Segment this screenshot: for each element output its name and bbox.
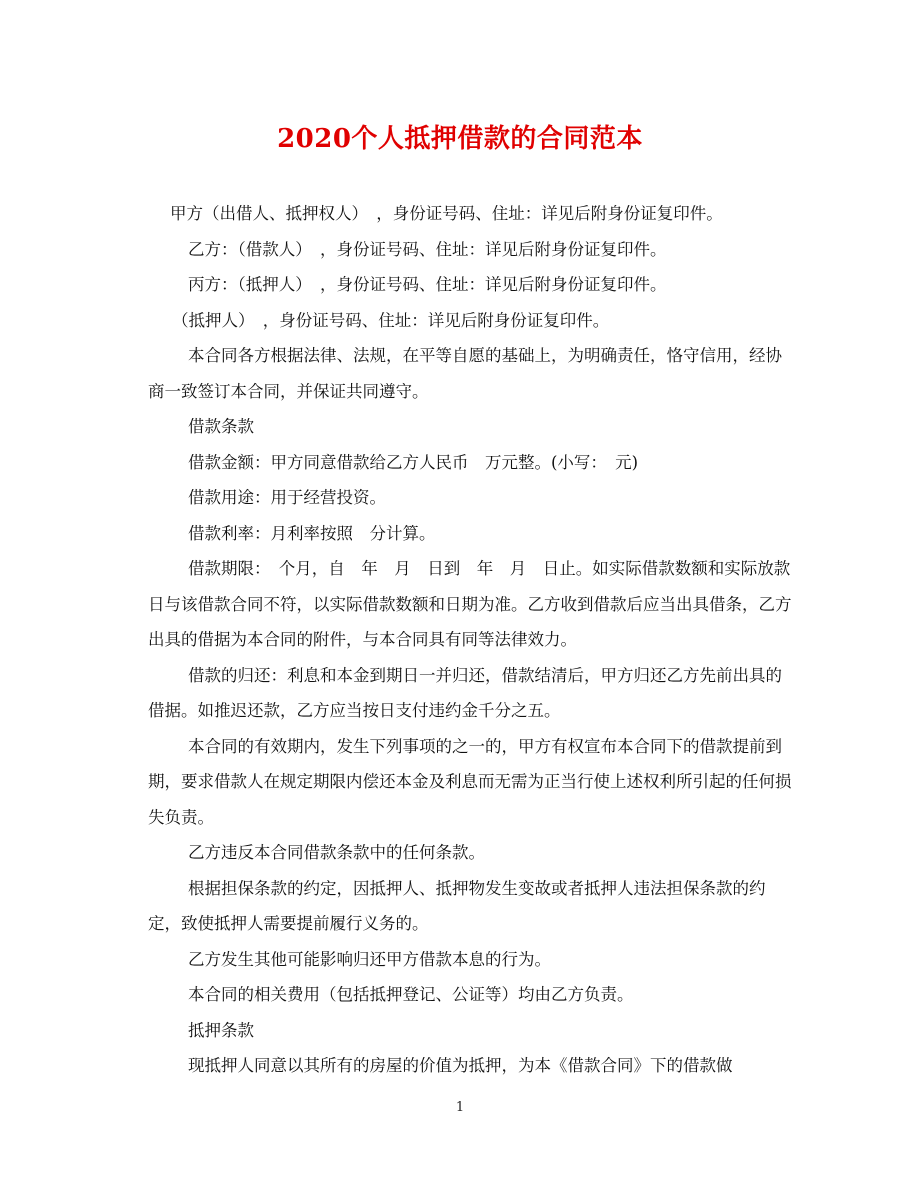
paragraph-acceleration: 本合同的有效期内，发生下列事项的之一的，甲方有权宣布本合同下的借款提前到期，要求借款人在规定期限内偿还本金及利息而无需为正当行使上述权利所引起的任何损失负责。 [148, 736, 792, 827]
paragraph-preamble: 本合同各方根据法律、法规，在平等自愿的基础上，为明确责任，恪守信用，经协商一致签订本合同，并保证共同遵守。 [148, 346, 782, 401]
paragraph-guarantee: 根据担保条款的约定，因抵押人、抵押物发生变故或者抵押人违法担保条款的约定，致使抵押人需要提前履行义务的。 [148, 878, 766, 933]
paragraph-costs: 本合同的相关费用（包括抵押登记、公证等）均由乙方负责。 [188, 985, 634, 1004]
section-heading-loan-terms: 借款条款 [188, 417, 254, 436]
paragraph-other-conduct: 乙方发生其他可能影响归还甲方借款本息的行为。 [188, 949, 551, 969]
paragraph-repayment: 借款的归还：利息和本金到期日一并归还，借款结清后，甲方归还乙方先前出具的借据。如推迟还款，乙方应当按日支付违约金千分之五。 [148, 665, 782, 720]
page-number: 1 [455, 1100, 465, 1115]
paragraph-party-a: 甲方（出借人、抵押权人） ，身份证号码、住址：详见后附身份证复印件。 [170, 204, 723, 223]
paragraph-party-b: 乙方：（借款人） ，身份证号码、住址：详见后附身份证复印件。 [188, 239, 667, 259]
paragraph-mortgagor: （抵押人） ，身份证号码、住址：详见后附身份证复印件。 [172, 310, 610, 330]
paragraph-loan-amount: 借款金额：甲方同意借款给乙方人民币 万元整。(小写： 元) [188, 452, 639, 472]
paragraph-loan-period: 借款期限： 个月，自 年 月 日到 年 月 日止。如实际借款数额和实际放款日与该借款合同不符，以实际借款数额和日期为准。乙方收到借款后应当出具借条，乙方出具的借据为本合同的附件，与本合同具有同等法律效力。 [148, 559, 792, 649]
document-body [148, 196, 798, 1084]
section-heading-mortgage-terms: 抵押条款 [188, 1020, 254, 1040]
paragraph-loan-rate: 借款利率：月利率按照 分计算。 [188, 523, 436, 543]
paragraph-loan-purpose: 借款用途：用于经营投资。 [188, 488, 386, 507]
paragraph-mortgage: 现抵押人同意以其所有的房屋的价值为抵押，为本《借款合同》下的借款做 [188, 1056, 733, 1075]
paragraph-party-c: 丙方：（抵押人） ，身份证号码、住址：详见后附身份证复印件。 [188, 275, 667, 294]
paragraph-breach: 乙方违反本合同借款条款中的任何条款。 [188, 843, 485, 862]
document-title: 2020个人抵押借款的合同范本 [277, 124, 643, 154]
